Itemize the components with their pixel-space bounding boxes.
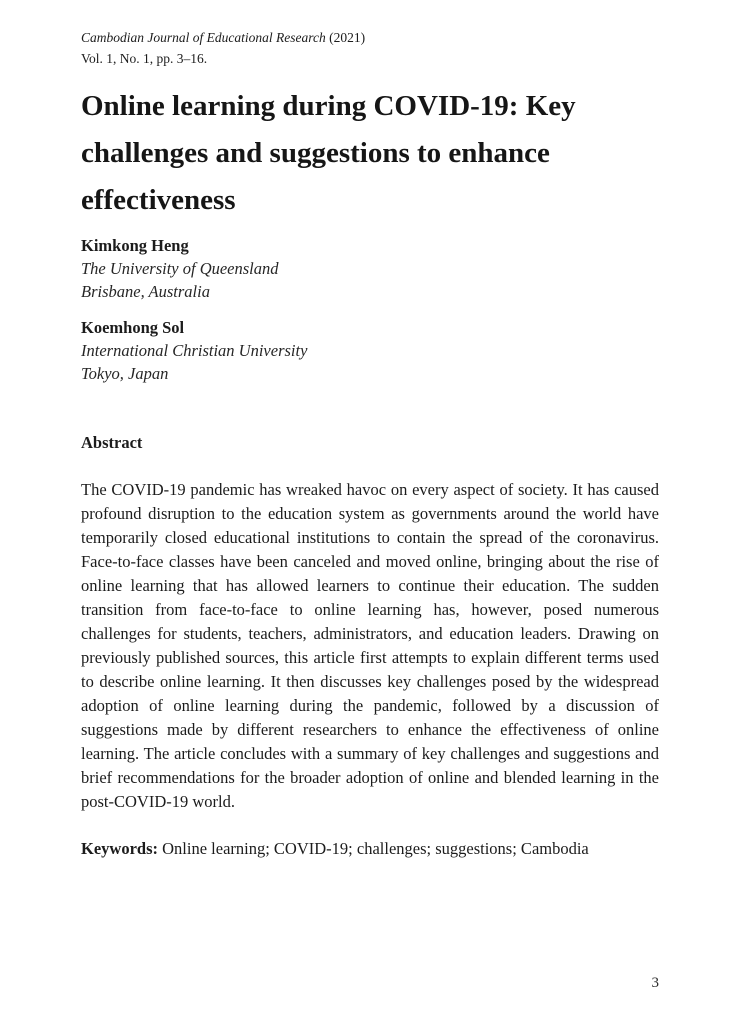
journal-citation-line <box>81 27 659 48</box>
author-location: Brisbane, Australia <box>81 282 210 301</box>
author-block <box>81 234 659 303</box>
author-name: Koemhong Sol <box>81 318 185 337</box>
author-name: Kimkong Heng <box>81 236 189 255</box>
page-footer <box>652 974 660 992</box>
author-block <box>81 316 659 385</box>
authors-section <box>81 234 659 385</box>
abstract-heading: Abstract <box>81 433 143 452</box>
keywords-text: Online learning; COVID-19; challenges; suggestions; Cambodia <box>158 839 589 858</box>
abstract-section <box>81 431 659 814</box>
journal-header <box>81 27 659 69</box>
article-title: Online learning during COVID-19: Key challenges and suggestions to enhance effectiveness <box>81 90 576 216</box>
author-affiliation: International Christian University <box>81 341 308 360</box>
keywords-line <box>81 837 659 861</box>
keywords-label: Keywords: <box>81 839 158 858</box>
author-affiliation: The University of Queensland <box>81 259 279 278</box>
abstract-text: The COVID-19 pandemic has wreaked havoc on every aspect of society. It has caused profound disruption to the education system as governments around the world have temporarily closed educational institutions to contain the spread of the coronavirus. Face-to-face classes have been canceled and moved online, bringing about the rise of online learning that has allowed learners to continue their education. The sudden transition from face-to-face to online learning has, however, posed numerous challenges for students, teachers, administrators, and education leaders. Drawing on previously published sources, this article first attempts to explain different terms used to describe online learning. It then discusses key challenges posed by the widespread adoption of online learning during the pandemic, followed by a discussion of suggestions made by different researchers to enhance the effectiveness of online learning. The article concludes with a summary of key challenges and suggestions and brief recommendations for the broader adoption of online and blended learning in the post-COVID-19 world. <box>81 480 659 811</box>
volume-issue-pages: Vol. 1, No. 1, pp. 3–16. <box>81 51 208 66</box>
journal-year: (2021) <box>325 30 366 45</box>
journal-name: Cambodian Journal of Educational Research <box>81 30 326 45</box>
page-number: 3 <box>651 975 659 991</box>
author-location: Tokyo, Japan <box>81 364 169 383</box>
